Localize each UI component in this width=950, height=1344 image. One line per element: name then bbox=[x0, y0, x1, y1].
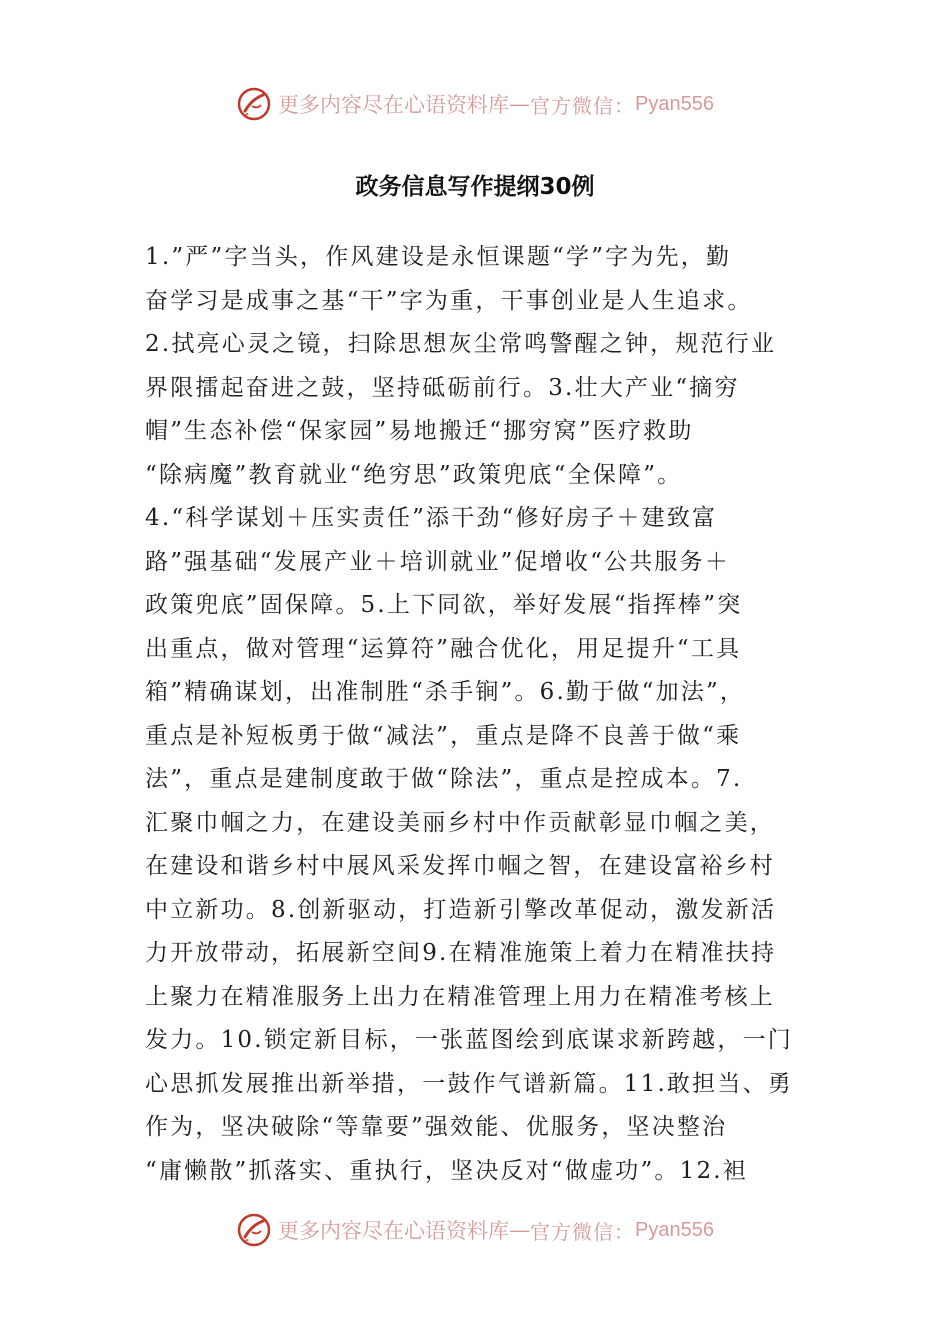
body-line: 心思抓发展推出新举措，一鼓作气谱新篇。11.敢担当、勇 bbox=[145, 1070, 793, 1097]
footer-banner bbox=[0, 1210, 950, 1250]
banner-contact-label: 官方微信： bbox=[530, 93, 636, 118]
body-line: 中立新功。8.创新驱动，打造新引擎改革促动，激发新活 bbox=[145, 896, 777, 923]
body-line: 帽”生态补偿“保家园”易地搬迁“挪穷窝”医疗救助 bbox=[145, 418, 694, 444]
body-line: 汇聚巾帼之力，在建设美丽乡村中作贡献彰显巾帼之美， bbox=[145, 809, 775, 836]
body-line: 发力。10.锁定新目标，一张蓝图绘到底谋求新跨越，一门 bbox=[145, 1027, 793, 1053]
body-line: 上聚力在精准服务上出力在精准管理上用力在精准考核上 bbox=[145, 983, 775, 1010]
pen-logo-icon bbox=[236, 86, 272, 122]
banner-contact-label: 官方微信： bbox=[530, 1219, 636, 1244]
body-line: 在建设和谐乡村中展风采发挥巾帼之智，在建设富裕乡村 bbox=[145, 853, 775, 879]
banner-contact-id: Pyan556 bbox=[635, 92, 714, 115]
banner-dash: — bbox=[509, 1218, 531, 1242]
body-line: 重点是补短板勇于做“减法”，重点是降不良善于做“乘 bbox=[145, 722, 742, 749]
body-line: 奋学习是成事之基“干”字为重，干事创业是人生追求。 bbox=[145, 287, 753, 314]
body-line: 界限擂起奋进之鼓，坚持砥砺前行。3.壮大产业“摘穷 bbox=[145, 374, 740, 401]
body-line: 路”强基础“发展产业＋培训就业”促增收“公共服务＋ bbox=[145, 548, 731, 575]
body-line: 2.拭亮心灵之镜，扫除思想灰尘常鸣警醒之钟，规范行业 bbox=[145, 331, 777, 357]
body-line: 法”，重点是建制度敢于做“除法”，重点是控成本。7. bbox=[145, 766, 743, 792]
body-line: 政策兜底”固保障。5.上下同欲，举好发展“指挥棒”突 bbox=[145, 592, 743, 618]
body-line: “除病魔”教育就业“绝穷思”政策兜底“全保障”。 bbox=[145, 461, 683, 488]
body-line: 箱”精确谋划，出准制胜“杀手锏”。6.勤于做“加法”， bbox=[145, 679, 746, 705]
banner-contact-id: Pyan556 bbox=[635, 1218, 714, 1241]
body-line: 力开放带动，拓展新空间9.在精准施策上着力在精准扶持 bbox=[145, 940, 777, 966]
body-line: 出重点，做对管理“运算符”融合优化，用足提升“工具 bbox=[145, 635, 742, 662]
document-body bbox=[145, 236, 809, 1193]
banner-main-text: 更多内容尽在心语资料库 bbox=[278, 1219, 510, 1243]
banner-dash: — bbox=[509, 92, 531, 116]
pen-logo-icon bbox=[236, 1212, 272, 1248]
header-banner bbox=[0, 84, 950, 124]
body-line: 1.”严”字当头，作风建设是永恒课题“学”字为先，勤 bbox=[145, 244, 732, 270]
banner-main-text: 更多内容尽在心语资料库 bbox=[278, 93, 510, 117]
body-line: “庸懒散”抓落实、重执行，坚决反对“做虚功”。12.袒 bbox=[145, 1157, 749, 1184]
body-line: 作为，坚决破除“等靠要”强效能、优服务，坚决整治 bbox=[145, 1114, 728, 1140]
body-line: 4.“科学谋划＋压实责任”添干劲“修好房子＋建致富 bbox=[145, 505, 718, 531]
document-title: 政务信息写作提纲30例 bbox=[355, 174, 595, 200]
